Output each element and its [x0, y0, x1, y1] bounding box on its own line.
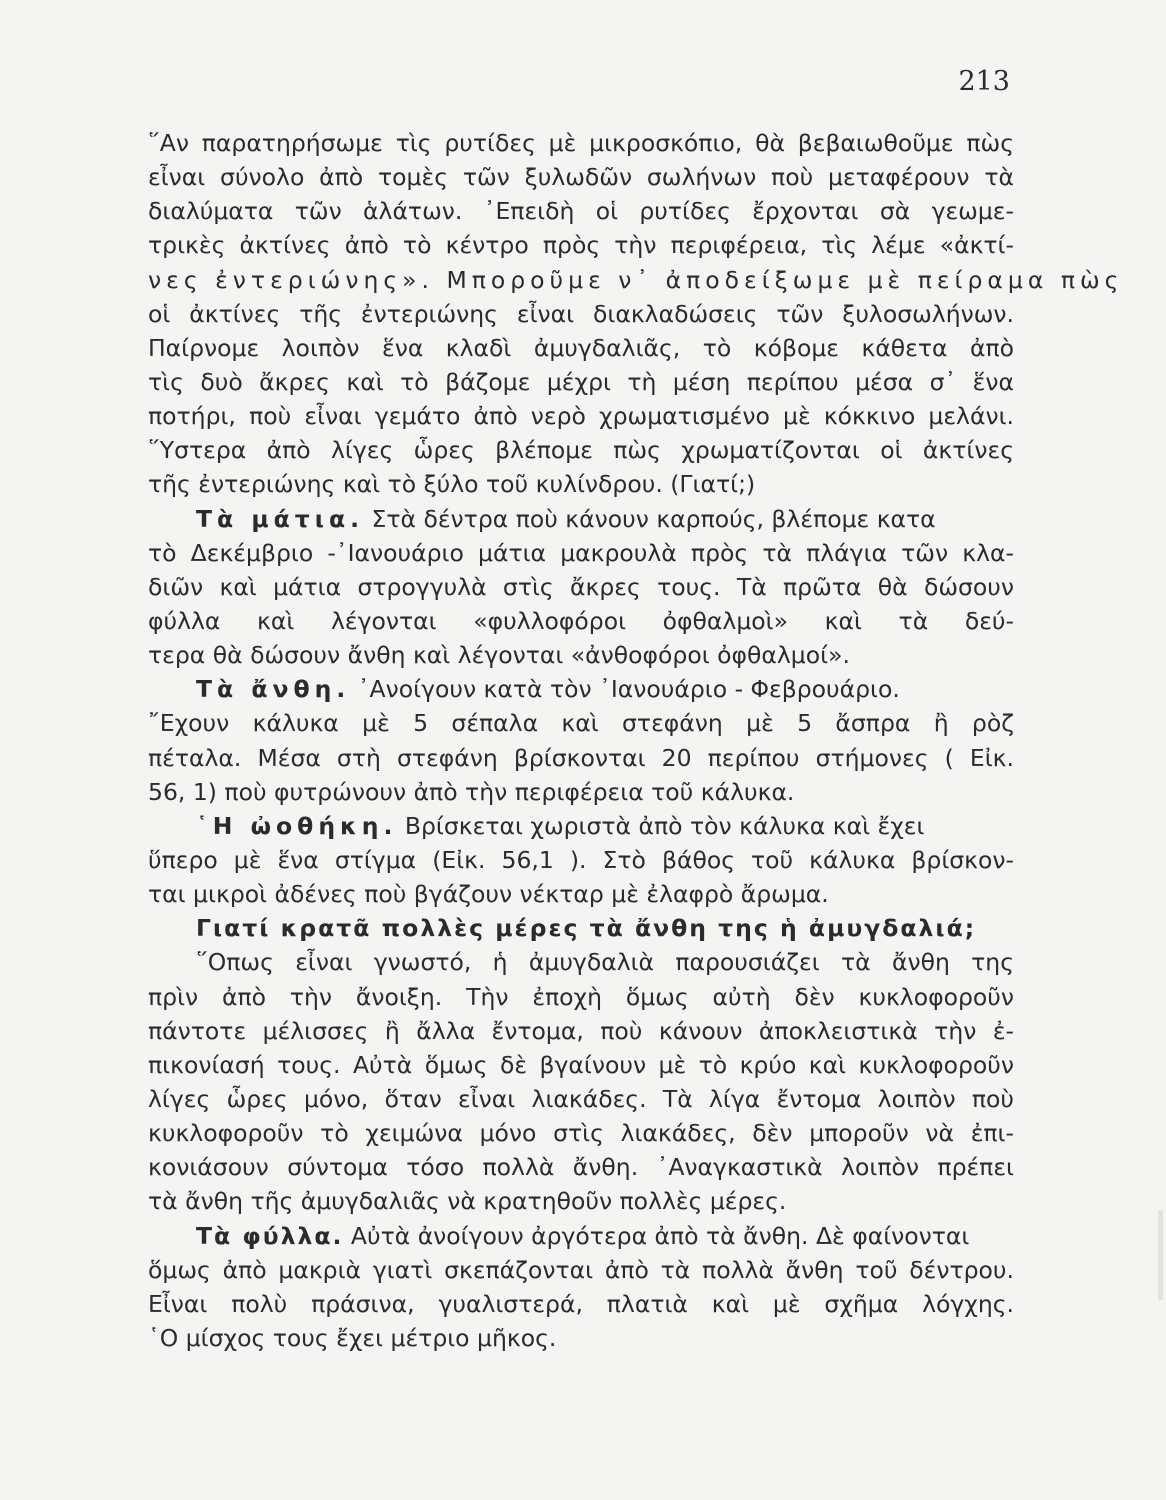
paragraph-line	[148, 502, 1014, 536]
text-line: κυκλοφοροῦν τὸ χειμώνα μόνο στὶς λιακάδες, δὲν μποροῦν νὰ ἐπι-	[148, 1119, 1014, 1148]
text-span: ᾿Ανοίγουν κατὰ τὸν ᾿Ιανουάριο - Φεβρουάριο.	[350, 675, 900, 704]
text-line: λίγες ὧρες μόνο, ὅταν εἶναι λιακάδες. Τὰ λίγα ἔντομα λοιπὸν ποὺ	[148, 1084, 1014, 1113]
section-heading-ovary: ῾Η ὠοθήκη.	[196, 811, 398, 840]
text-line: φύλλα καὶ λέγονται «φυλλοφόροι ὀφθαλμοὶ» καὶ τὰ δεύ-	[148, 606, 1014, 635]
text-line: νες ἐντεριώνης». Μποροῦμε ν᾿ ἀποδείξωμε μὲ πείραμα πὼς	[148, 265, 1124, 294]
text-line: πάντοτε μέλισσες ἢ ἄλλα ἔντομα, ποὺ κάνουν ἀποκλειστικὰ τὴν ἐ-	[148, 1016, 1014, 1045]
text-line: τὸ Δεκέμβριο -᾿Ιανουάριο μάτια μακρουλὰ πρὸς τὰ πλάγια τῶν κλα-	[148, 538, 1014, 567]
text-line: ὕπερο μὲ ἕνα στίγμα (Εἰκ. 56,1 ). Στὸ βάθος τοῦ κάλυκα βρίσκον-	[148, 845, 1014, 874]
text-span: Αὐτὰ ἀνοίγουν ἀργότερα ἀπὸ τὰ ἄνθη. Δὲ φαίνονται	[343, 1221, 970, 1250]
text-line: ῎Εχουν κάλυκα μὲ 5 σέπαλα καὶ στεφάνη μὲ 5 ἄσπρα ἢ ρὸζ	[148, 709, 1014, 738]
text-line: πρὶν ἀπὸ τὴν ἄνοιξη. Τὴν ἐποχὴ ὅμως αὐτὴ δὲν κυκλοφοροῦν	[148, 982, 1014, 1011]
section-heading-question: Γιατί κρατᾶ πολλὲς μέρες τὰ ἄνθη της ἡ ἀμυγδαλιά;	[196, 914, 977, 943]
text-line: ῞Αν παρατηρήσωμε τὶς ρυτίδες μὲ μικροσκόπιο, θὰ βεβαιωθοῦμε πὼς	[148, 129, 1014, 157]
text-line: 56, 1) ποὺ φυτρώνουν ἀπὸ τὴν περιφέρεια τοῦ κάλυκα.	[148, 777, 795, 806]
text-line: ποτήρι, ποὺ εἶναι γεμάτο ἀπὸ νερὸ χρωματισμένο μὲ κόκκινο μελάνι.	[148, 402, 1014, 431]
text-line: τερα θὰ δώσουν ἄνθη καὶ λέγονται «ἀνθοφόροι ὀφθαλμοί».	[148, 641, 850, 670]
paragraph-line	[148, 672, 1014, 706]
text-line: ῞Οπως εἶναι γνωστό, ἡ ἀμυγδαλιὰ παρουσιάζει τὰ ἄνθη της	[196, 948, 1014, 977]
text-line: τῆς ἐντεριώνης καὶ τὸ ξύλο τοῦ κυλίνδρου. (Γιατί;)	[148, 470, 756, 499]
text-line: κονιάσουν σύντομα τόσο πολλὰ ἄνθη. ᾿Αναγκαστικὰ λοιπὸν πρέπει	[148, 1153, 1014, 1182]
section-heading-buds: Τὰ μάτια.	[196, 504, 365, 533]
text-line: τρικὲς ἀκτίνες ἀπὸ τὸ κέντρο πρὸς τὴν περιφέρεια, τὶς λέμε «ἀκτί-	[148, 231, 1014, 260]
paragraph-line	[148, 809, 1014, 843]
text-line: Παίρνομε λοιπὸν ἕνα κλαδὶ ἀμυγδαλιᾶς, τὸ κόβομε κάθετα ἀπὸ	[148, 333, 1014, 362]
text-line: ῞Υστερα ἀπὸ λίγες ὧρες βλέπομε πὼς χρωματίζονται οἱ ἀκτίνες	[148, 436, 1014, 465]
text-line: εἶναι σύνολο ἀπὸ τομὲς τῶν ξυλωδῶν σωλήνων ποὺ μεταφέρουν τὰ	[148, 163, 1014, 192]
text-line: τὰ ἄνθη τῆς ἀμυγδαλιᾶς νὰ κρατηθοῦν πολλὲς μέρες.	[148, 1187, 787, 1216]
text-line: πικονίασή τους. Αὐτὰ ὅμως δὲ βγαίνουν μὲ τὸ κρύο καὶ κυκλοφοροῦν	[148, 1050, 1014, 1079]
page-edge-shadow	[1158, 1210, 1163, 1300]
text-line: ται μικροὶ ἀδένες ποὺ βγάζουν νέκταρ μὲ ἐλαφρὸ ἄρωμα.	[148, 880, 829, 909]
text-line: διαλύματα τῶν ἁλάτων. ᾿Επειδὴ οἱ ρυτίδες ἔρχονται σὰ γεωμε-	[148, 197, 1014, 226]
page-number: 213	[958, 66, 1010, 97]
paragraph-line	[148, 1219, 1014, 1253]
text-span: Στὰ δέντρα ποὺ κάνουν καρπούς, βλέπομε κατα	[364, 504, 936, 533]
section-heading-leaves: Τὰ φύλλα.	[196, 1221, 344, 1250]
text-line: πέταλα. Μέσα στὴ στεφάνη βρίσκονται 20 περίπου στήμονες ( Εἰκ.	[148, 743, 1014, 772]
text-line: ῾Ο μίσχος τους ἔχει μέτριο μῆκος.	[148, 1323, 557, 1352]
text-line: Εἶναι πολὺ πράσινα, γυαλιστερά, πλατιὰ καὶ μὲ σχῆμα λόγχης.	[148, 1289, 1014, 1318]
text-line: τὶς δυὸ ἄκρες καὶ τὸ βάζομε μέχρι τὴ μέση περίπου μέσα σ᾿ ἕνα	[148, 367, 1014, 396]
text-line: οἱ ἀκτίνες τῆς ἐντεριώνης εἶναι διακλαδώσεις τῶν ξυλοσωλήνων.	[148, 299, 1014, 328]
body-text	[148, 126, 1124, 1355]
text-line: ὅμως ἀπὸ μακριὰ γιατὶ σκεπάζονται ἀπὸ τὰ πολλὰ ἄνθη τοῦ δέντρου.	[148, 1255, 1014, 1284]
text-span: Βρίσκεται χωριστὰ ἀπὸ τὸν κάλυκα καὶ ἔχει	[397, 811, 925, 840]
section-heading-flowers: Τὰ ἄνθη.	[196, 675, 351, 704]
text-line: διῶν καὶ μάτια στρογγυλὰ στὶς ἄκρες τους. Τὰ πρῶτα θὰ δώσουν	[148, 572, 1014, 601]
